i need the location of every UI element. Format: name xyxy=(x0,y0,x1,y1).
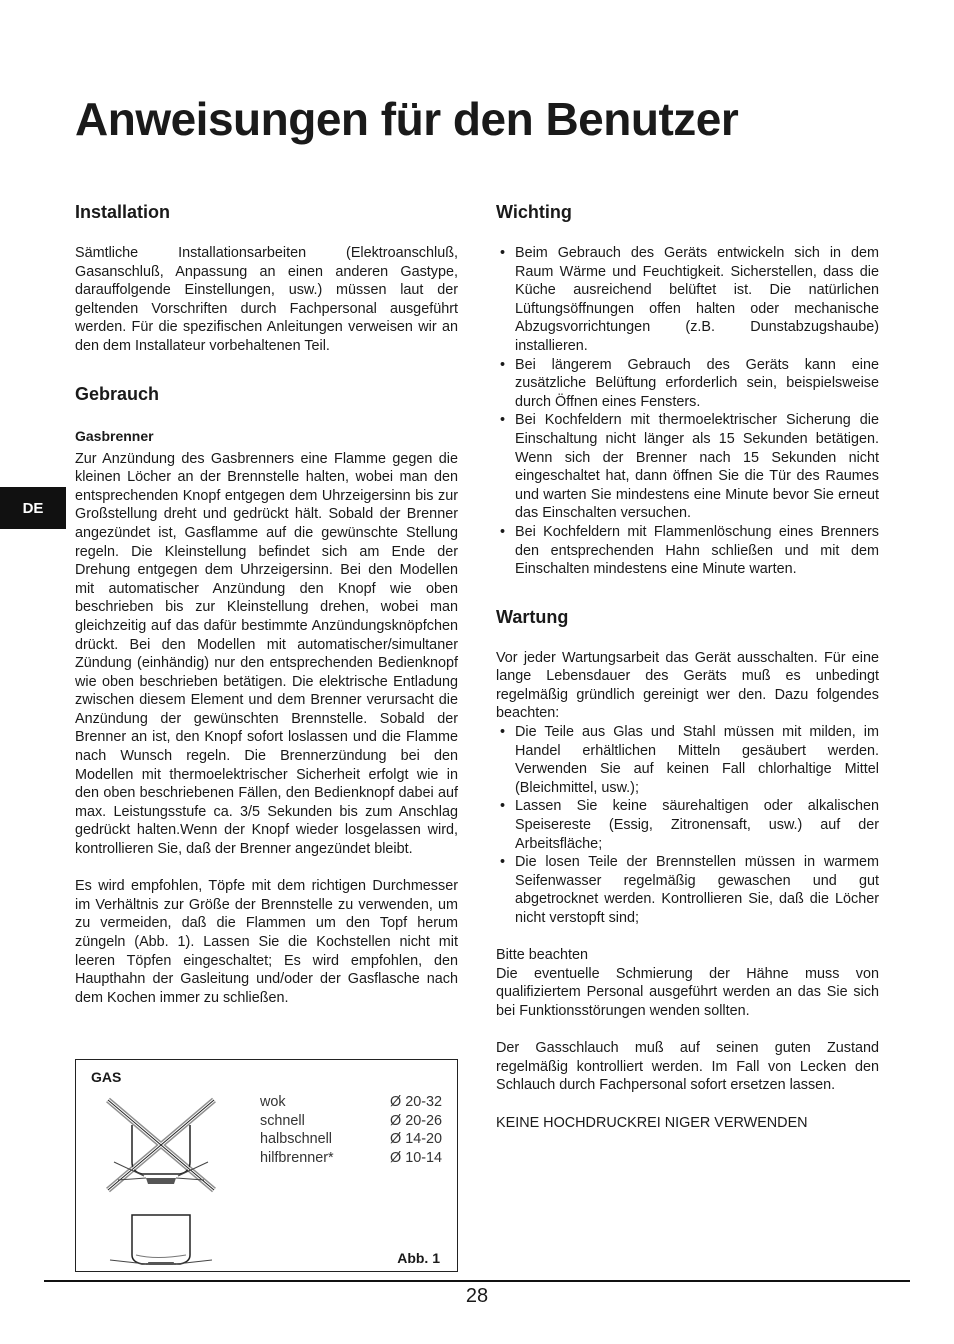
wartung-heading: Wartung xyxy=(496,606,569,627)
wichting-list xyxy=(496,244,879,579)
burner-row xyxy=(260,1149,442,1168)
language-tab: DE xyxy=(0,487,66,529)
figure-label: GAS xyxy=(91,1069,122,1085)
installation-heading: Installation xyxy=(75,202,171,222)
burner-name: schnell xyxy=(260,1112,305,1129)
pot-burner-diagram-icon xyxy=(96,1090,236,1265)
burner-row xyxy=(260,1093,442,1112)
burner-size-table xyxy=(260,1093,442,1167)
burner-name: hilfbrenner* xyxy=(260,1149,334,1166)
page-number: 28 xyxy=(465,1285,489,1307)
wichting-heading: Wichting xyxy=(496,202,572,222)
gasbrenner-subheading: Gasbrenner xyxy=(75,427,154,444)
burner-size: Ø 14-20 xyxy=(390,1131,442,1147)
footer-rule xyxy=(44,1280,910,1282)
page-title: Anweisungen für den Benutzer xyxy=(75,93,739,145)
note-text: Die eventuelle Schmierung der Hähne muss von qualifiziertem Personal ausgeführt werden an das Sie sich bei Funktionsstörungen wenden sollten. xyxy=(496,965,879,1019)
warning-text: KEINE HOCHDRUCKREI NIGER VERWENDEN xyxy=(496,1114,808,1131)
wartung-list xyxy=(496,723,879,928)
installation-text: Sämtliche Installationsarbeiten (Elektroanschluß, Gasanschluß, Anpassung an einen anderen Gastype, darauffolgende Einstellungen, usw.) müssen laut der geltenden Vorschriften durch Fachpersonal ausgeführt werden. Für die spezifischen Anleitungen verweisen wir an den dem Installateur vorbehaltenen Teil. xyxy=(75,245,458,354)
list-item: • Bei Kochfeldern mit Flammenlöschung eines Brenners den entsprechenden Hahn schließen und mit dem Einschalten mindestens eine Minute warten. xyxy=(496,523,879,579)
burner-size: Ø 20-26 xyxy=(390,1112,442,1129)
list-item: • Die Teile aus Glas und Stahl müssen mit milden, im Handel erhältlichen Mitteln gesäubert werden. Verwenden Sie auf keinen Fall chlorhaltige Mittel (Bleichmittel, usw.); xyxy=(496,723,879,797)
wartung-intro: Vor jeder Wartungsarbeit das Gerät ausschalten. Für eine lange Lebensdauer des Geräts muß es unbedingt regelmäßig gründlich gereinigt wer den. Dazu folgendes beachten: xyxy=(496,649,879,722)
burner-name: wok xyxy=(260,1094,286,1110)
list-item: • Lassen Sie keine säurehaltigen oder alkalischen Speisereste (Essig, Zitronensaft, usw.) auf der Arbeitsfläche; xyxy=(496,797,879,853)
burner-figure xyxy=(75,1059,458,1272)
burner-size: Ø 20-32 xyxy=(390,1094,442,1110)
list-item: • Bei Kochfeldern mit thermoelektrischer Sicherung die Einschaltung nicht länger als 15 Sekunden betätigen. Wenn sich der Brenner nach 15 Sekunden nicht eingeschaltet hat, dann öffnen Sie die Tür des Raumes und warten Sie mindestens eine Minute bevor Sie erneut das Einschalten versuchen. xyxy=(496,411,879,523)
list-item: • Beim Gebrauch des Geräts entwickeln sich in dem Raum Wärme und Feuchtigkeit. Sicherstellen, dass die Küche ausreichend belüftet ist. Die natürlichen Lüftungsöffnungen offen halten oder mechanische Abzugsvorrichtungen (z.B. Dunstabzugshaube) installieren. xyxy=(496,244,879,356)
burner-name: halbschnell xyxy=(260,1131,333,1147)
left-column xyxy=(75,200,458,1007)
gebrauch-paragraph-2: Es wird empfohlen, Töpfe mit dem richtigen Durchmesser im Verhältnis zur Größe der Brennstelle zu verwenden, um zu vermeiden, daß die Flammen um den Topf herum züngeln (Abb. 1). Lassen Sie die Kochstellen nicht mit leeren Töpfen eingeschaltet; Es wird empfohlen, den Haupthahn der Gasleitung und/oder der Gasflasche nach dem Kochen immer zu schließen. xyxy=(75,878,458,1006)
list-item: • Bei längerem Gebrauch des Geräts kann eine zusätzliche Belüftung erforderlich sein, beispielsweise durch Öffnen eines Fensters. xyxy=(496,356,879,412)
burner-size: Ø 10-14 xyxy=(390,1149,442,1166)
burner-row xyxy=(260,1130,442,1149)
note-title: Bitte beachten xyxy=(496,947,589,964)
figure-caption: Abb. 1 xyxy=(397,1250,440,1266)
gebrauch-heading: Gebrauch xyxy=(75,383,160,404)
gebrauch-paragraph-1: Zur Anzündung des Gasbrenners eine Flamme gegen die kleinen Löcher an der Brennstelle halten, wobei man den entsprechenden Knopf entgegen dem Uhrzeigersinn bis zur Großstellung dreht und gedrückt hält. Sobald der Brenner angezündet ist, Gasflamme auf die gewünschte Stellung regeln. Die Kleinstellung befindet sich am Ende der Drehung entgegen dem Uhrzeigersinn. Bei den Modellen mit automatischer Anzündung den Knopf wie oben beschrieben bis zur Kleinstellung drehen, wobei man gleichzeitig auf das dafür bestimmte Anzündungsknöpfchen drückt. Bei den Modellen mit automatischer/simultaner Zündung (einhändig) nur den entsprechenden Bedienknopf wie oben beschrieben betätigen. Die elektrische Entladung zwischen diesem Element und dem Brenner verursacht die Anzündung der gewünschten Brennstelle. Sobald der Brenner an ist, den Knopf sofort loslassen und die Flamme nach Wunsch regeln. Die Brennerzündung bei den Modellen mit thermoelektrischer Sicherheit erfolgt wie in den oben beschriebenen Fällen, den Bedienknopf dabei auf max. Leistungsstufe ca. 3/5 Sekunden bis zum Anschlag gedrückt halten.Wenn der Knopf wieder losgelassen wird, kontrollieren Sie, daß der Brenner angezündet bleibt. xyxy=(75,450,458,858)
right-column xyxy=(496,200,879,1132)
hose-text: Der Gasschlauch muß auf seinen guten Zustand regelmäßig kontrolliert werden. Im Fall von Lecken den Schlauch durch Fachpersonal sofort ersetzen lassen. xyxy=(496,1040,879,1094)
burner-row xyxy=(260,1112,442,1131)
list-item: • Die losen Teile der Brennstellen müssen in warmem Seifenwasser regelmäßig gewaschen und gut abgetrocknet werden. Kontrollieren Sie, daß die Löcher nicht verstopft sind; xyxy=(496,853,879,927)
